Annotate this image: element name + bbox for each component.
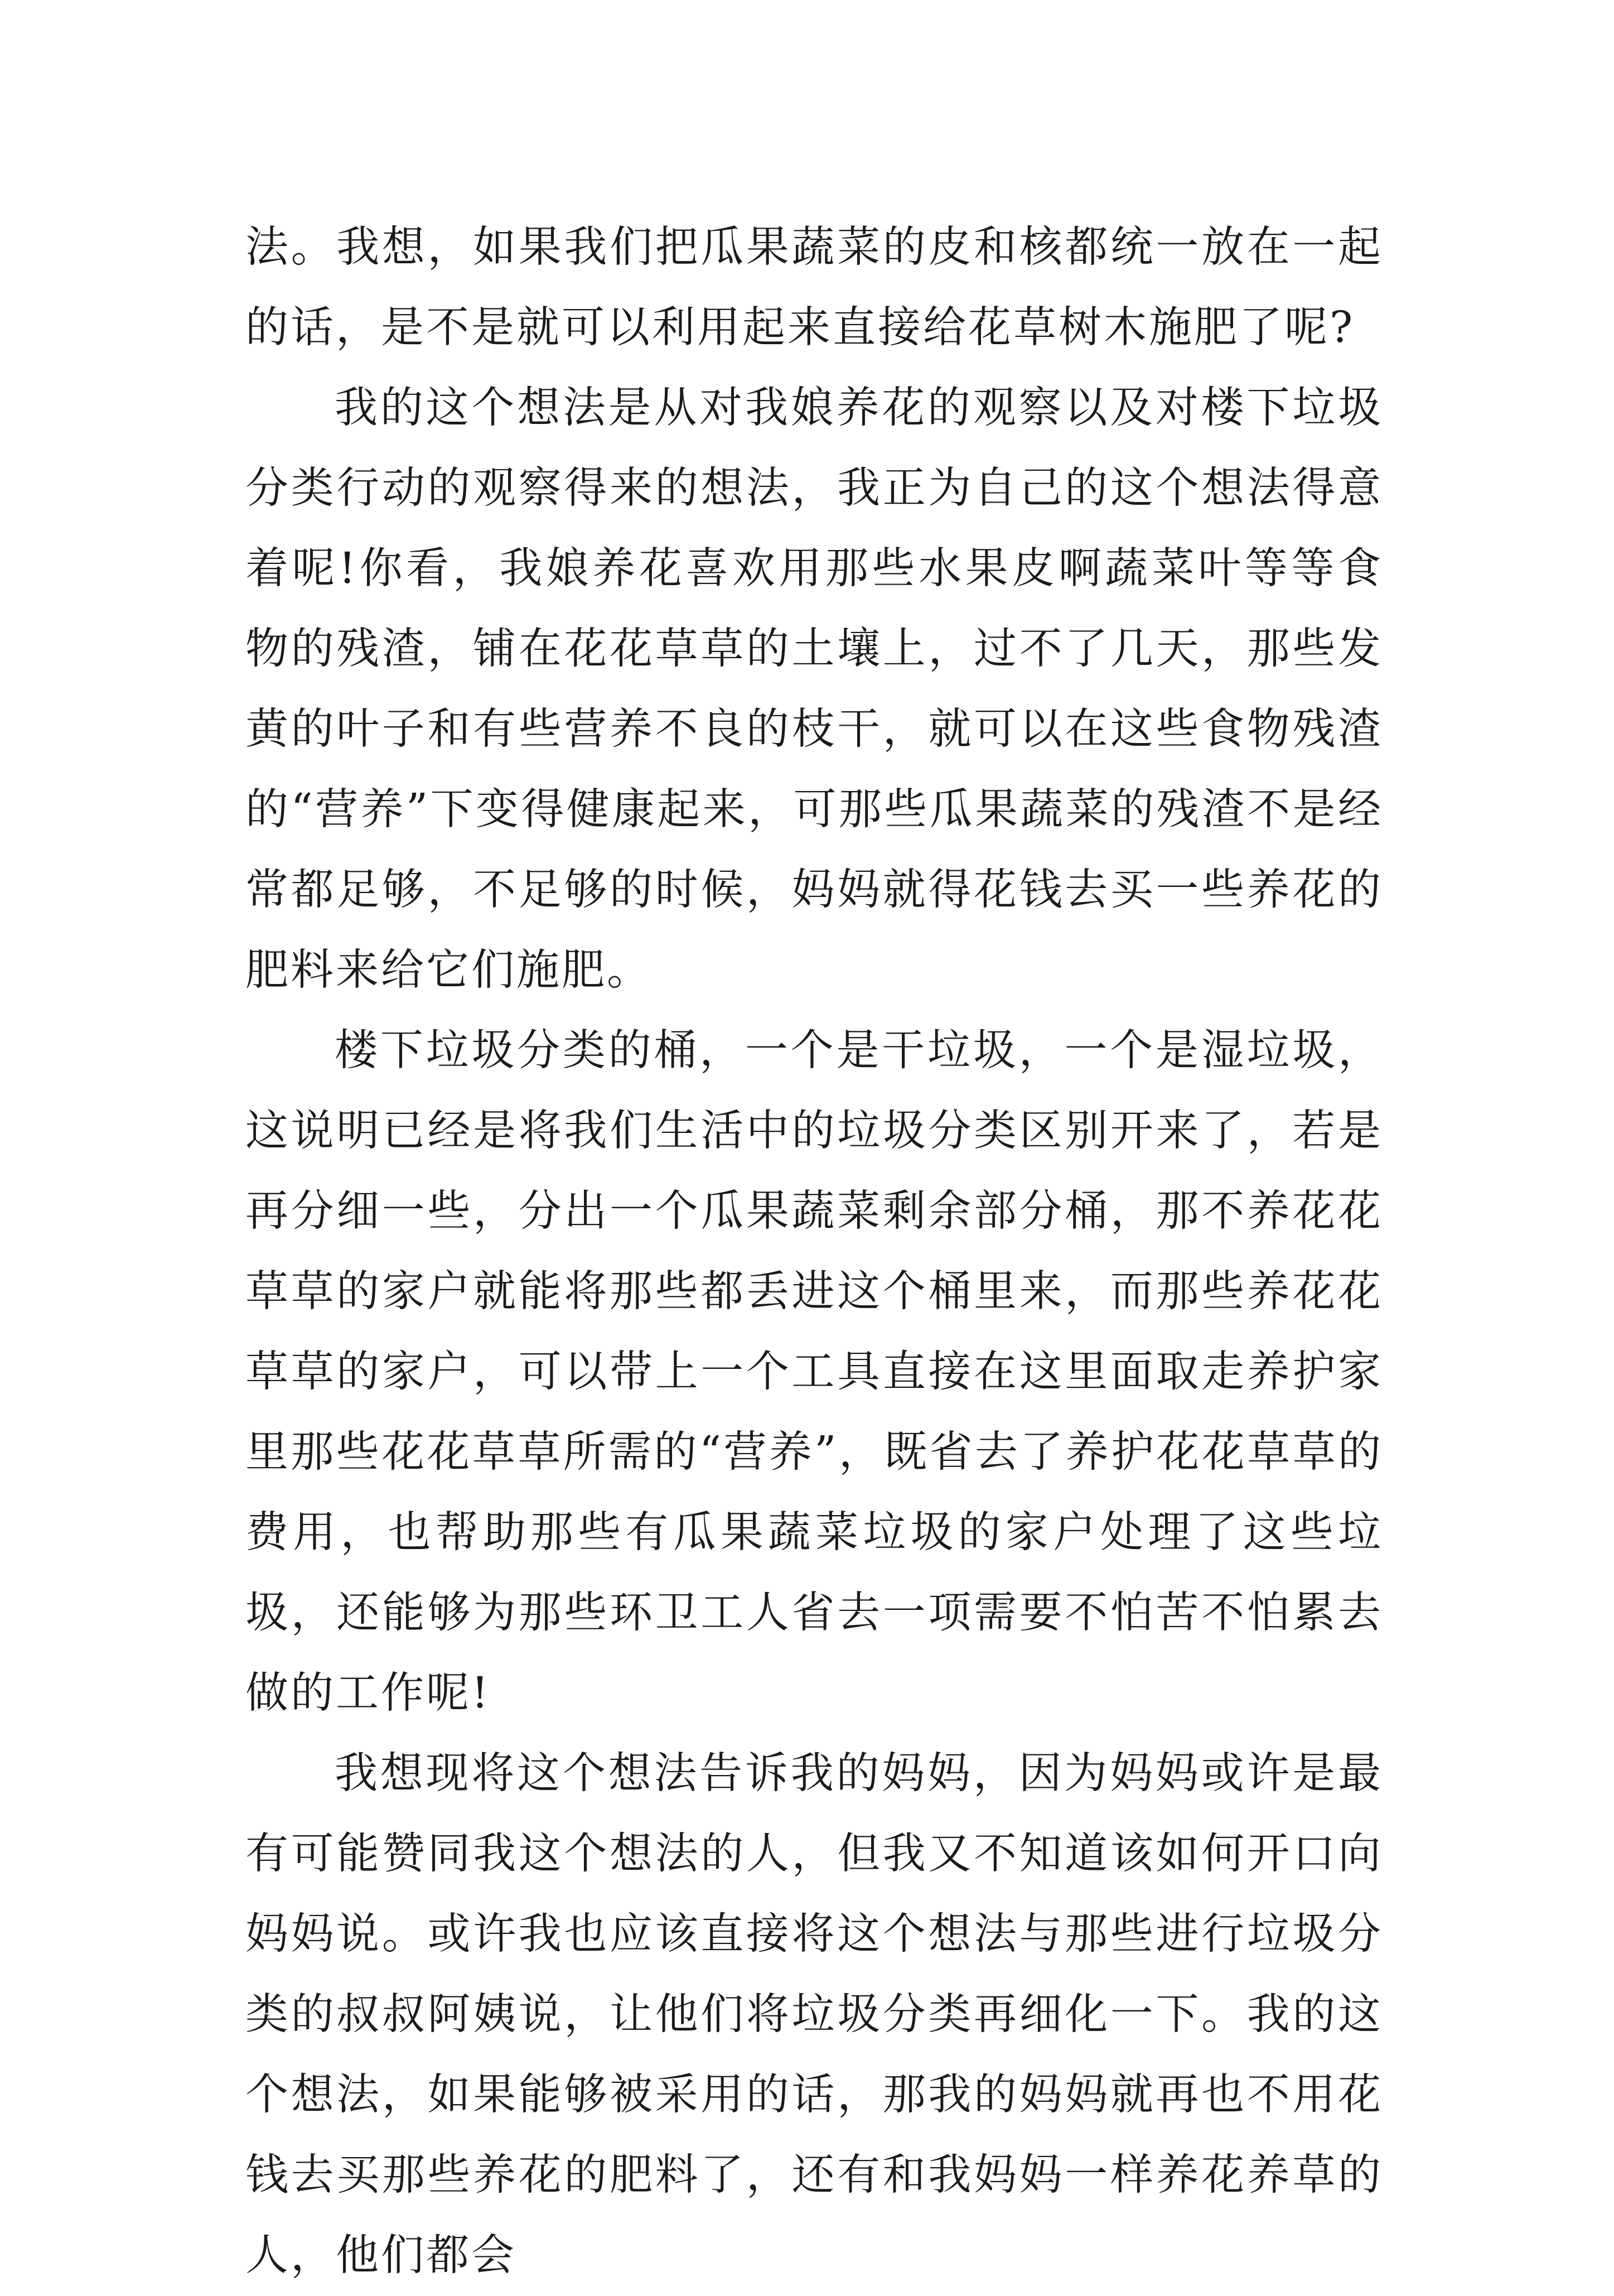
paragraph-3: 楼下垃圾分类的桶，一个是干垃圾，一个是湿垃圾，这说明已经是将我们生活中的垃圾分类区别开来了，若是再分细一些，分出一个瓜果蔬菜剩余部分桶，那不养花花草草的家户就能将那些都丢进这个桶里来，而那些养花花草草的家户，可以带上一个工具直接在这里面取走养护家里那些花花草草所需的“营养”，既省去了养护花花草草的费用，也帮助那些有瓜果蔬菜垃圾的家户处理了这些垃圾，还能够为那些环卫工人省去一项需要不怕苦不怕累去做的工作呢!: [245, 1026, 1383, 1718]
paragraph-1: 法。我想，如果我们把瓜果蔬菜的皮和核都统一放在一起的话，是不是就可以利用起来直接给花草树木施肥了呢?: [245, 223, 1383, 353]
paragraph-2: 我的这个想法是从对我娘养花的观察以及对楼下垃圾分类行动的观察得来的想法，我正为自己的这个想法得意着呢!你看，我娘养花喜欢用那些水果皮啊蔬菜叶等等食物的残渣，铺在花花草草的土壤上，过不了几天，那些发黄的叶子和有些营养不良的枝干，就可以在这些食物残渣的“营养”下变得健康起来，可那些瓜果蔬菜的残渣不是经常都足够，不足够的时候，妈妈就得花钱去买一些养花的肥料来给它们施肥。: [245, 383, 1383, 995]
body-text: [245, 208, 1383, 2296]
paragraph-4: 我想现将这个想法告诉我的妈妈，因为妈妈或许是最有可能赞同我这个想法的人，但我又不知道该如何开口向妈妈说。或许我也应该直接将这个想法与那些进行垃圾分类的叔叔阿姨说，让他们将垃圾分类再细化一下。我的这个想法，如果能够被采用的话，那我的妈妈就再也不用花钱去买那些养花的肥料了，还有和我妈妈一样养花养草的人，他们都会: [245, 1749, 1383, 2280]
